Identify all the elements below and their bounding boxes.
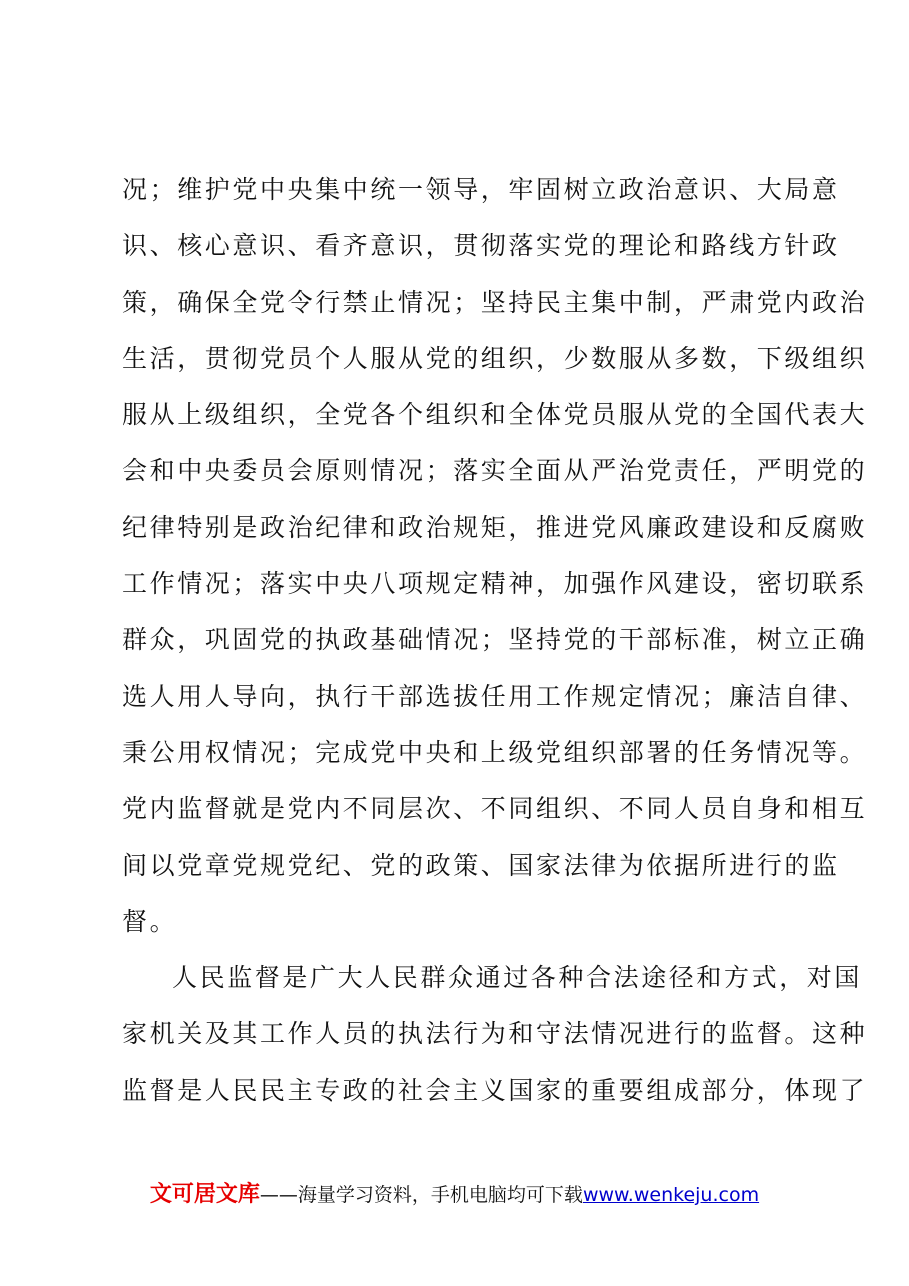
text-line: 间以党章党规党纪、党的政策、国家法律为依据所进行的监 [122, 850, 840, 880]
page-footer [0, 1180, 909, 1210]
text-line: 党内监督就是党内不同层次、不同组织、不同人员自身和相互 [122, 794, 868, 824]
text-line: 服从上级组织，全党各个组织和全体党员服从党的全国代表大 [122, 400, 868, 430]
text-line: 工作情况；落实中央八项规定精神，加强作风建设，密切联系 [122, 569, 868, 599]
brand-name: 文可居文库 [149, 1182, 260, 1207]
text-line: 策，确保全党令行禁止情况；坚持民主集中制，严肃党内政治 [122, 287, 868, 317]
footer-link[interactable]: www.wenkeju.com [582, 1184, 760, 1206]
text-line: 监督是人民民主专政的社会主义国家的重要组成部分，体现了 [122, 1075, 868, 1105]
footer-slogan: ——海量学习资料，手机电脑均可下载 [259, 1184, 583, 1206]
text-line: 识、核心意识、看齐意识，贯彻落实党的理论和路线方针政 [122, 231, 840, 261]
text-line: 家机关及其工作人员的执法行为和守法情况进行的监督。这种 [122, 1019, 868, 1049]
text-line: 督。 [122, 906, 178, 936]
paragraph-start-line: 人民监督是广大人民群众通过各种合法途径和方式，对国 [172, 963, 863, 993]
text-line: 秉公用权情况；完成党中央和上级党组织部署的任务情况等。 [122, 737, 868, 767]
text-line: 纪律特别是政治纪律和政治规矩，推进党风廉政建设和反腐败 [122, 512, 868, 542]
text-line: 生活，贯彻党员个人服从党的组织，少数服从多数，下级组织 [122, 343, 868, 373]
text-line: 群众，巩固党的执政基础情况；坚持党的干部标准，树立正确 [122, 625, 868, 655]
text-line: 选人用人导向，执行干部选拔任用工作规定情况；廉洁自律、 [122, 681, 868, 711]
text-line: 会和中央委员会原则情况；落实全面从严治党责任，严明党的 [122, 456, 868, 486]
document-body [122, 162, 868, 1119]
text-line: 况；维护党中央集中统一领导，牢固树立政治意识、大局意 [122, 175, 840, 204]
